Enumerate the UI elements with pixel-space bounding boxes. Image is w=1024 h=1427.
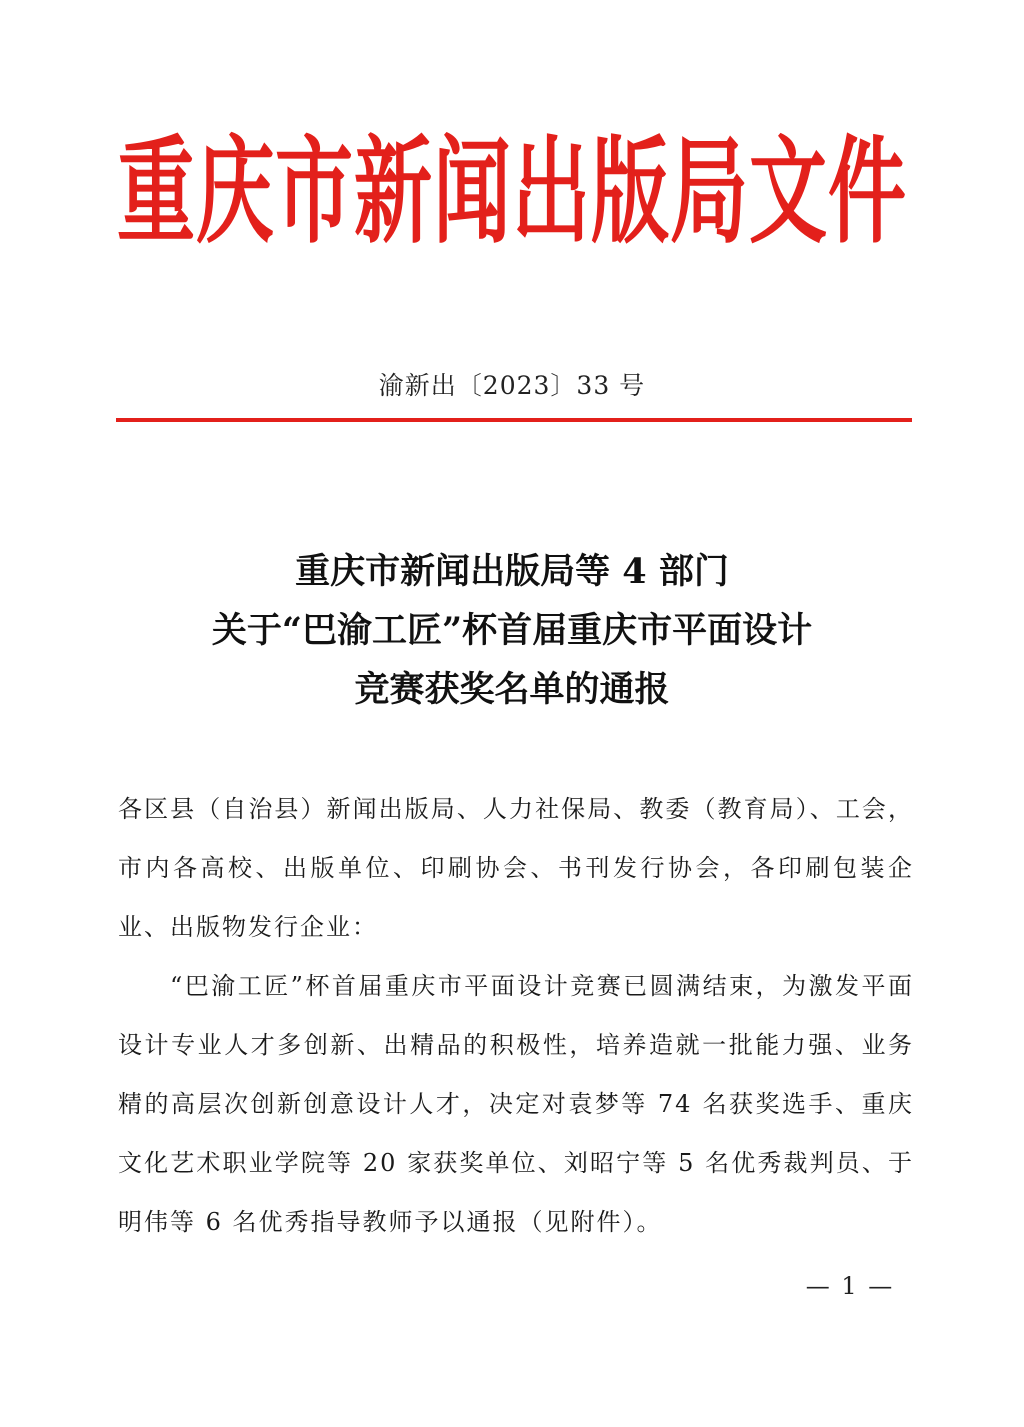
red-divider-line: [116, 418, 912, 422]
document-title: [100, 542, 924, 719]
salutation-paragraph: 各区县（自治县）新闻出版局、人力社保局、教委（教育局）、工会，市内各高校、出版单位、印刷协会、书刊发行协会，各印刷包装企业、出版物发行企业：: [118, 795, 914, 941]
document-masthead: [112, 118, 912, 268]
masthead-title: 重庆市新闻出版局文件: [116, 126, 907, 260]
title-line-1: 重庆市新闻出版局等 4 部门: [295, 551, 729, 592]
body-paragraph-1: “巴渝工匠”杯首届重庆市平面设计竞赛已圆满结束，为激发平面设计专业人才多创新、出精品的积极性，培养造就一批能力强、业务精的高层次创新创意设计人才，决定对袁梦等 74 名获奖选手、重庆文化艺术职业学院等 20 家获奖单位、刘昭宁等 5 名优秀裁判员、于明伟等 6 名优秀指导教师予以通报（见附件）。: [118, 972, 914, 1236]
title-line-3: 竞赛获奖名单的通报: [354, 669, 670, 710]
title-line-2: 关于“巴渝工匠”杯首届重庆市平面设计: [211, 610, 813, 651]
document-number: 渝新出〔2023〕33 号: [378, 371, 646, 400]
page-number: — 1 —: [805, 1272, 895, 1300]
document-body: [118, 780, 914, 1252]
